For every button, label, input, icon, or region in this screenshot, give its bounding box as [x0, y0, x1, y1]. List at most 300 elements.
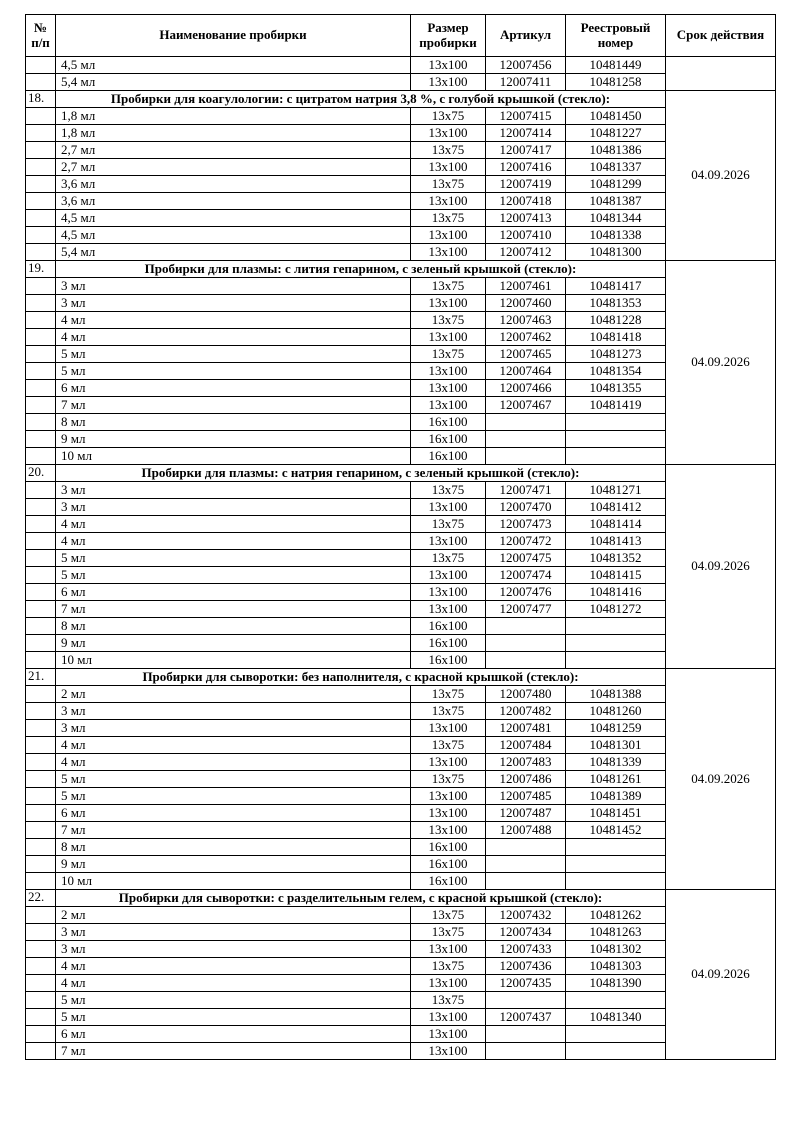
row-number-cell [26, 771, 56, 788]
table-row [26, 924, 776, 941]
registry-number-cell: 10481355 [566, 380, 666, 397]
table-row [26, 1009, 776, 1026]
column-header-article: Артикул [486, 15, 566, 57]
registry-number-cell: 10481387 [566, 193, 666, 210]
section-header-row [26, 890, 776, 907]
table-row [26, 1026, 776, 1043]
registry-number-cell: 10481301 [566, 737, 666, 754]
section-number-cell: 19. [26, 261, 56, 278]
tube-name-cell: 8 мл [56, 414, 411, 431]
table-row [26, 516, 776, 533]
table-header [26, 15, 776, 57]
registry-number-cell [566, 652, 666, 669]
table-row [26, 295, 776, 312]
article-cell: 12007474 [486, 567, 566, 584]
article-cell: 12007417 [486, 142, 566, 159]
table-row [26, 703, 776, 720]
row-number-cell [26, 499, 56, 516]
section-header-row [26, 465, 776, 482]
tube-size-cell: 13х100 [411, 1043, 486, 1060]
table-row [26, 125, 776, 142]
tube-size-cell: 13х100 [411, 975, 486, 992]
tube-name-cell: 8 мл [56, 839, 411, 856]
registry-number-cell: 10481299 [566, 176, 666, 193]
table-row [26, 618, 776, 635]
section-number-cell: 20. [26, 465, 56, 482]
registry-number-cell: 10481338 [566, 227, 666, 244]
article-cell: 12007434 [486, 924, 566, 941]
row-number-cell [26, 924, 56, 941]
row-number-cell [26, 958, 56, 975]
row-number-cell [26, 346, 56, 363]
registry-number-cell: 10481390 [566, 975, 666, 992]
tube-name-cell: 3 мл [56, 295, 411, 312]
tube-size-cell: 16х100 [411, 652, 486, 669]
tube-size-cell: 13х100 [411, 601, 486, 618]
row-number-cell [26, 329, 56, 346]
row-number-cell [26, 567, 56, 584]
article-cell: 12007488 [486, 822, 566, 839]
tube-size-cell: 16х100 [411, 448, 486, 465]
row-number-cell [26, 652, 56, 669]
registry-number-cell: 10481416 [566, 584, 666, 601]
article-cell [486, 839, 566, 856]
row-number-cell [26, 703, 56, 720]
section-header-row [26, 669, 776, 686]
table-row [26, 397, 776, 414]
tube-size-cell: 13х75 [411, 482, 486, 499]
row-number-cell [26, 414, 56, 431]
registry-number-cell: 10481413 [566, 533, 666, 550]
tube-name-cell: 5,4 мл [56, 74, 411, 91]
tube-size-cell: 13х100 [411, 720, 486, 737]
tube-name-cell: 4 мл [56, 975, 411, 992]
tube-size-cell: 13х75 [411, 771, 486, 788]
table-row [26, 363, 776, 380]
article-cell [486, 873, 566, 890]
row-number-cell [26, 125, 56, 142]
row-number-cell [26, 1026, 56, 1043]
table-row [26, 57, 776, 74]
tube-name-cell: 5 мл [56, 1009, 411, 1026]
registry-number-cell [566, 448, 666, 465]
tube-size-cell: 13х75 [411, 550, 486, 567]
article-cell: 12007415 [486, 108, 566, 125]
row-number-cell [26, 159, 56, 176]
registry-number-cell: 10481386 [566, 142, 666, 159]
registry-number-cell [566, 873, 666, 890]
row-number-cell [26, 754, 56, 771]
table-row [26, 907, 776, 924]
article-cell: 12007485 [486, 788, 566, 805]
tube-name-cell: 3,6 мл [56, 193, 411, 210]
article-cell [486, 618, 566, 635]
article-cell: 12007460 [486, 295, 566, 312]
article-cell: 12007470 [486, 499, 566, 516]
article-cell: 12007475 [486, 550, 566, 567]
table-row [26, 499, 776, 516]
article-cell: 12007487 [486, 805, 566, 822]
registry-number-cell [566, 992, 666, 1009]
registry-number-cell: 10481339 [566, 754, 666, 771]
registry-number-cell [566, 856, 666, 873]
tube-name-cell: 5 мл [56, 771, 411, 788]
table-row [26, 652, 776, 669]
table-row [26, 975, 776, 992]
row-number-cell [26, 74, 56, 91]
registry-number-cell [566, 635, 666, 652]
row-number-cell [26, 550, 56, 567]
registry-number-cell [566, 414, 666, 431]
tube-size-cell: 13х75 [411, 958, 486, 975]
section-title-cell: Пробирки для сыворотки: с разделительным гелем, с красной крышкой (стекло): [56, 890, 666, 907]
registry-number-cell: 10481353 [566, 295, 666, 312]
table-row [26, 788, 776, 805]
article-cell: 12007419 [486, 176, 566, 193]
row-number-cell [26, 397, 56, 414]
registry-number-cell: 10481300 [566, 244, 666, 261]
tube-name-cell: 5 мл [56, 567, 411, 584]
registry-number-cell: 10481303 [566, 958, 666, 975]
row-number-cell [26, 295, 56, 312]
table-row [26, 227, 776, 244]
table-row [26, 771, 776, 788]
registry-number-cell: 10481340 [566, 1009, 666, 1026]
registry-number-cell: 10481258 [566, 74, 666, 91]
tube-size-cell: 16х100 [411, 839, 486, 856]
article-cell: 12007476 [486, 584, 566, 601]
article-cell: 12007480 [486, 686, 566, 703]
article-cell [486, 992, 566, 1009]
registry-number-cell: 10481389 [566, 788, 666, 805]
tube-size-cell: 13х75 [411, 278, 486, 295]
article-cell: 12007414 [486, 125, 566, 142]
tube-size-cell: 16х100 [411, 873, 486, 890]
tube-name-cell: 6 мл [56, 584, 411, 601]
tube-size-cell: 13х75 [411, 516, 486, 533]
table-row [26, 210, 776, 227]
tube-size-cell: 13х100 [411, 74, 486, 91]
article-cell: 12007413 [486, 210, 566, 227]
registry-number-cell: 10481337 [566, 159, 666, 176]
row-number-cell [26, 227, 56, 244]
validity-cell: 04.09.2026 [666, 890, 776, 1060]
row-number-cell [26, 448, 56, 465]
row-number-cell [26, 822, 56, 839]
registry-number-cell: 10481388 [566, 686, 666, 703]
row-number-cell [26, 737, 56, 754]
row-number-cell [26, 533, 56, 550]
table-row [26, 312, 776, 329]
article-cell [486, 652, 566, 669]
tube-size-cell: 13х100 [411, 159, 486, 176]
tube-name-cell: 9 мл [56, 431, 411, 448]
registry-number-cell: 10481262 [566, 907, 666, 924]
tube-name-cell: 5 мл [56, 992, 411, 1009]
tube-size-cell: 16х100 [411, 431, 486, 448]
column-header-size: Размер пробирки [411, 15, 486, 57]
row-number-cell [26, 108, 56, 125]
tube-size-cell: 13х100 [411, 805, 486, 822]
tube-size-cell: 13х100 [411, 125, 486, 142]
registry-number-cell: 10481452 [566, 822, 666, 839]
table-row [26, 941, 776, 958]
table-row [26, 635, 776, 652]
section-title-cell: Пробирки для плазмы: с лития гепарином, с зеленый крышкой (стекло): [56, 261, 666, 278]
registry-number-cell: 10481414 [566, 516, 666, 533]
tube-name-cell: 4,5 мл [56, 227, 411, 244]
article-cell [486, 1043, 566, 1060]
article-cell: 12007467 [486, 397, 566, 414]
registry-number-cell: 10481302 [566, 941, 666, 958]
article-cell: 12007481 [486, 720, 566, 737]
article-cell: 12007471 [486, 482, 566, 499]
column-header-name: Наименование пробирки [56, 15, 411, 57]
article-cell: 12007482 [486, 703, 566, 720]
tube-size-cell: 13х100 [411, 329, 486, 346]
article-cell: 12007416 [486, 159, 566, 176]
tube-size-cell: 13х75 [411, 737, 486, 754]
row-number-cell [26, 312, 56, 329]
table-row [26, 686, 776, 703]
article-cell: 12007410 [486, 227, 566, 244]
validity-cell: 04.09.2026 [666, 91, 776, 261]
row-number-cell [26, 1009, 56, 1026]
row-number-cell [26, 431, 56, 448]
row-number-cell [26, 635, 56, 652]
table-row [26, 193, 776, 210]
row-number-cell [26, 584, 56, 601]
registry-number-cell: 10481344 [566, 210, 666, 227]
registry-number-cell: 10481260 [566, 703, 666, 720]
registry-number-cell: 10481352 [566, 550, 666, 567]
validity-cell: 04.09.2026 [666, 669, 776, 890]
table-row [26, 737, 776, 754]
tube-size-cell: 13х100 [411, 822, 486, 839]
tube-name-cell: 5 мл [56, 346, 411, 363]
table-row [26, 584, 776, 601]
tube-size-cell: 13х75 [411, 210, 486, 227]
tube-table [25, 14, 776, 1060]
article-cell: 12007486 [486, 771, 566, 788]
tube-size-cell: 13х100 [411, 227, 486, 244]
registry-number-cell: 10481450 [566, 108, 666, 125]
tube-size-cell: 13х75 [411, 924, 486, 941]
tube-size-cell: 13х75 [411, 108, 486, 125]
tube-size-cell: 13х100 [411, 1026, 486, 1043]
row-number-cell [26, 686, 56, 703]
article-cell: 12007418 [486, 193, 566, 210]
registry-number-cell: 10481261 [566, 771, 666, 788]
registry-number-cell: 10481227 [566, 125, 666, 142]
article-cell: 12007465 [486, 346, 566, 363]
registry-number-cell: 10481417 [566, 278, 666, 295]
tube-size-cell: 13х100 [411, 788, 486, 805]
registry-number-cell [566, 1026, 666, 1043]
registry-number-cell: 10481419 [566, 397, 666, 414]
tube-size-cell: 16х100 [411, 635, 486, 652]
row-number-cell [26, 1043, 56, 1060]
tube-size-cell: 13х75 [411, 346, 486, 363]
row-number-cell [26, 193, 56, 210]
row-number-cell [26, 856, 56, 873]
tube-name-cell: 2,7 мл [56, 159, 411, 176]
row-number-cell [26, 142, 56, 159]
tube-name-cell: 2 мл [56, 686, 411, 703]
table-row [26, 805, 776, 822]
tube-size-cell: 13х75 [411, 686, 486, 703]
tube-name-cell: 10 мл [56, 652, 411, 669]
tube-size-cell: 13х100 [411, 57, 486, 74]
column-header-number: № п/п [26, 15, 56, 57]
row-number-cell [26, 992, 56, 1009]
table-row [26, 380, 776, 397]
tube-size-cell: 13х75 [411, 703, 486, 720]
tube-name-cell: 3 мл [56, 941, 411, 958]
table-row [26, 856, 776, 873]
row-number-cell [26, 788, 56, 805]
article-cell: 12007466 [486, 380, 566, 397]
validity-cell [666, 57, 776, 91]
article-cell: 12007473 [486, 516, 566, 533]
article-cell [486, 635, 566, 652]
article-cell: 12007435 [486, 975, 566, 992]
table-row [26, 992, 776, 1009]
tube-name-cell: 5 мл [56, 788, 411, 805]
row-number-cell [26, 941, 56, 958]
section-header-row [26, 261, 776, 278]
tube-name-cell: 3 мл [56, 703, 411, 720]
table-row [26, 176, 776, 193]
tube-size-cell: 13х75 [411, 176, 486, 193]
article-cell [486, 448, 566, 465]
article-cell: 12007483 [486, 754, 566, 771]
row-number-cell [26, 601, 56, 618]
registry-number-cell: 10481263 [566, 924, 666, 941]
row-number-cell [26, 210, 56, 227]
table-row [26, 754, 776, 771]
row-number-cell [26, 278, 56, 295]
article-cell: 12007462 [486, 329, 566, 346]
registry-number-cell [566, 839, 666, 856]
tube-name-cell: 6 мл [56, 805, 411, 822]
tube-name-cell: 5 мл [56, 363, 411, 380]
tube-size-cell: 13х100 [411, 533, 486, 550]
row-number-cell [26, 618, 56, 635]
column-header-registry: Реестровый номер [566, 15, 666, 57]
tube-size-cell: 13х100 [411, 584, 486, 601]
table-row [26, 278, 776, 295]
registry-number-cell: 10481259 [566, 720, 666, 737]
article-cell: 12007477 [486, 601, 566, 618]
table-row [26, 482, 776, 499]
tube-name-cell: 2 мл [56, 907, 411, 924]
tube-size-cell: 13х100 [411, 363, 486, 380]
row-number-cell [26, 720, 56, 737]
tube-size-cell: 13х75 [411, 312, 486, 329]
article-cell: 12007432 [486, 907, 566, 924]
tube-size-cell: 13х100 [411, 295, 486, 312]
registry-number-cell: 10481449 [566, 57, 666, 74]
article-cell: 12007461 [486, 278, 566, 295]
registry-number-cell [566, 431, 666, 448]
tube-size-cell: 13х75 [411, 992, 486, 1009]
table-row [26, 958, 776, 975]
tube-size-cell: 13х100 [411, 397, 486, 414]
registry-number-cell: 10481418 [566, 329, 666, 346]
row-number-cell [26, 363, 56, 380]
section-header-row [26, 91, 776, 108]
registry-number-cell: 10481273 [566, 346, 666, 363]
tube-size-cell: 13х100 [411, 380, 486, 397]
registry-number-cell [566, 1043, 666, 1060]
article-cell [486, 414, 566, 431]
tube-name-cell: 7 мл [56, 822, 411, 839]
table-row [26, 142, 776, 159]
tube-name-cell: 5,4 мл [56, 244, 411, 261]
registry-number-cell: 10481272 [566, 601, 666, 618]
tube-name-cell: 6 мл [56, 380, 411, 397]
tube-name-cell: 4 мл [56, 312, 411, 329]
table-row [26, 159, 776, 176]
tube-size-cell: 13х100 [411, 941, 486, 958]
tube-name-cell: 3 мл [56, 278, 411, 295]
tube-name-cell: 4 мл [56, 737, 411, 754]
row-number-cell [26, 975, 56, 992]
tube-size-cell: 13х100 [411, 244, 486, 261]
tube-size-cell: 16х100 [411, 856, 486, 873]
tube-name-cell: 5 мл [56, 550, 411, 567]
row-number-cell [26, 176, 56, 193]
row-number-cell [26, 57, 56, 74]
table-row [26, 550, 776, 567]
row-number-cell [26, 482, 56, 499]
table-row [26, 533, 776, 550]
tube-name-cell: 3 мл [56, 924, 411, 941]
tube-name-cell: 1,8 мл [56, 108, 411, 125]
tube-name-cell: 10 мл [56, 873, 411, 890]
article-cell: 12007456 [486, 57, 566, 74]
article-cell: 12007463 [486, 312, 566, 329]
tube-name-cell: 3 мл [56, 499, 411, 516]
table-row [26, 839, 776, 856]
tube-name-cell: 4,5 мл [56, 210, 411, 227]
table-body [26, 57, 776, 1060]
tube-size-cell: 13х100 [411, 754, 486, 771]
tube-size-cell: 13х100 [411, 193, 486, 210]
validity-cell: 04.09.2026 [666, 465, 776, 669]
tube-name-cell: 4,5 мл [56, 57, 411, 74]
section-title-cell: Пробирки для коагулологии: с цитратом натрия 3,8 %, с голубой крышкой (стекло): [56, 91, 666, 108]
tube-name-cell: 3,6 мл [56, 176, 411, 193]
tube-name-cell: 4 мл [56, 958, 411, 975]
table-row [26, 720, 776, 737]
tube-size-cell: 13х75 [411, 907, 486, 924]
tube-size-cell: 13х100 [411, 499, 486, 516]
table-row [26, 414, 776, 431]
tube-name-cell: 9 мл [56, 635, 411, 652]
registry-number-cell: 10481271 [566, 482, 666, 499]
tube-name-cell: 3 мл [56, 720, 411, 737]
row-number-cell [26, 873, 56, 890]
row-number-cell [26, 516, 56, 533]
tube-name-cell: 6 мл [56, 1026, 411, 1043]
article-cell: 12007436 [486, 958, 566, 975]
row-number-cell [26, 907, 56, 924]
article-cell: 12007437 [486, 1009, 566, 1026]
tube-name-cell: 4 мл [56, 533, 411, 550]
tube-name-cell: 9 мл [56, 856, 411, 873]
